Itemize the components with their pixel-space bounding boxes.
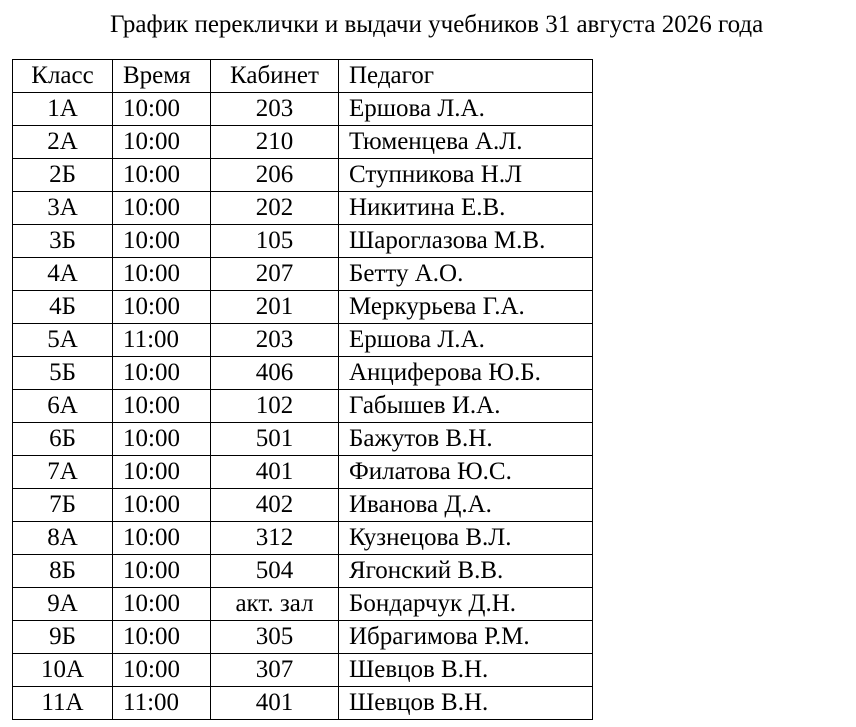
cell-time: 10:00 bbox=[113, 93, 211, 126]
cell-class: 4А bbox=[13, 258, 113, 291]
cell-class: 5А bbox=[13, 324, 113, 357]
cell-time: 11:00 bbox=[113, 687, 211, 720]
cell-teacher: Бетту А.О. bbox=[339, 258, 593, 291]
cell-teacher: Бондарчук Д.Н. bbox=[339, 588, 593, 621]
cell-teacher: Шароглазова М.В. bbox=[339, 225, 593, 258]
table-row bbox=[13, 489, 593, 522]
cell-room: 504 bbox=[211, 555, 339, 588]
table-row bbox=[13, 687, 593, 720]
cell-teacher: Меркурьева Г.А. bbox=[339, 291, 593, 324]
header-class: Класс bbox=[13, 60, 113, 93]
cell-room: 406 bbox=[211, 357, 339, 390]
cell-room: 210 bbox=[211, 126, 339, 159]
cell-time: 10:00 bbox=[113, 390, 211, 423]
cell-class: 3А bbox=[13, 192, 113, 225]
table-row bbox=[13, 621, 593, 654]
header-room: Кабинет bbox=[211, 60, 339, 93]
cell-class: 4Б bbox=[13, 291, 113, 324]
cell-class: 1А bbox=[13, 93, 113, 126]
table-row bbox=[13, 390, 593, 423]
table-row bbox=[13, 324, 593, 357]
cell-teacher: Бажутов В.Н. bbox=[339, 423, 593, 456]
cell-class: 2Б bbox=[13, 159, 113, 192]
cell-class: 8Б bbox=[13, 555, 113, 588]
header-teacher: Педагог bbox=[339, 60, 593, 93]
table-header bbox=[13, 60, 593, 93]
cell-time: 10:00 bbox=[113, 126, 211, 159]
cell-time: 10:00 bbox=[113, 489, 211, 522]
cell-time: 10:00 bbox=[113, 225, 211, 258]
cell-class: 9Б bbox=[13, 621, 113, 654]
cell-class: 11А bbox=[13, 687, 113, 720]
cell-class: 6Б bbox=[13, 423, 113, 456]
table-row bbox=[13, 93, 593, 126]
cell-teacher: Филатова Ю.С. bbox=[339, 456, 593, 489]
cell-teacher: Габышев И.А. bbox=[339, 390, 593, 423]
cell-teacher: Никитина Е.В. bbox=[339, 192, 593, 225]
cell-class: 10А bbox=[13, 654, 113, 687]
cell-teacher: Тюменцева А.Л. bbox=[339, 126, 593, 159]
cell-room: 203 bbox=[211, 93, 339, 126]
cell-room: 501 bbox=[211, 423, 339, 456]
cell-time: 10:00 bbox=[113, 291, 211, 324]
table-row bbox=[13, 357, 593, 390]
table-row bbox=[13, 588, 593, 621]
table-row bbox=[13, 423, 593, 456]
table-row bbox=[13, 456, 593, 489]
cell-teacher: Шевцов В.Н. bbox=[339, 687, 593, 720]
cell-class: 9А bbox=[13, 588, 113, 621]
cell-teacher: Кузнецова В.Л. bbox=[339, 522, 593, 555]
cell-time: 10:00 bbox=[113, 555, 211, 588]
cell-teacher: Иванова Д.А. bbox=[339, 489, 593, 522]
cell-teacher: Шевцов В.Н. bbox=[339, 654, 593, 687]
header-time: Время bbox=[113, 60, 211, 93]
table-row bbox=[13, 225, 593, 258]
cell-room: 207 bbox=[211, 258, 339, 291]
cell-class: 5Б bbox=[13, 357, 113, 390]
cell-time: 10:00 bbox=[113, 357, 211, 390]
cell-room: 102 bbox=[211, 390, 339, 423]
cell-time: 10:00 bbox=[113, 159, 211, 192]
cell-time: 10:00 bbox=[113, 588, 211, 621]
table-row bbox=[13, 654, 593, 687]
cell-room: 206 bbox=[211, 159, 339, 192]
cell-class: 7Б bbox=[13, 489, 113, 522]
cell-room: 401 bbox=[211, 456, 339, 489]
cell-room: 402 bbox=[211, 489, 339, 522]
cell-time: 10:00 bbox=[113, 621, 211, 654]
cell-time: 10:00 bbox=[113, 192, 211, 225]
cell-room: 401 bbox=[211, 687, 339, 720]
cell-room: 312 bbox=[211, 522, 339, 555]
cell-room: 305 bbox=[211, 621, 339, 654]
cell-room: 201 bbox=[211, 291, 339, 324]
table-row bbox=[13, 522, 593, 555]
table-body bbox=[13, 93, 593, 720]
table-row bbox=[13, 258, 593, 291]
cell-time: 10:00 bbox=[113, 522, 211, 555]
cell-class: 2А bbox=[13, 126, 113, 159]
cell-teacher: Ершова Л.А. bbox=[339, 324, 593, 357]
document-title: График переклички и выдачи учебников 31 августа 2026 года bbox=[110, 11, 764, 38]
cell-teacher: Ибрагимова Р.М. bbox=[339, 621, 593, 654]
cell-teacher: Анциферова Ю.Б. bbox=[339, 357, 593, 390]
cell-room: 202 bbox=[211, 192, 339, 225]
cell-class: 8А bbox=[13, 522, 113, 555]
schedule-table bbox=[12, 59, 593, 720]
cell-teacher: Ягонский В.В. bbox=[339, 555, 593, 588]
table-row bbox=[13, 192, 593, 225]
cell-room: 203 bbox=[211, 324, 339, 357]
table-row bbox=[13, 159, 593, 192]
cell-room: 105 bbox=[211, 225, 339, 258]
cell-teacher: Ступникова Н.Л bbox=[339, 159, 593, 192]
cell-time: 10:00 bbox=[113, 456, 211, 489]
header-row bbox=[13, 60, 593, 93]
cell-time: 10:00 bbox=[113, 423, 211, 456]
table-row bbox=[13, 126, 593, 159]
cell-class: 3Б bbox=[13, 225, 113, 258]
cell-class: 7А bbox=[13, 456, 113, 489]
table-row bbox=[13, 291, 593, 324]
cell-room: 307 bbox=[211, 654, 339, 687]
table-row bbox=[13, 555, 593, 588]
cell-time: 10:00 bbox=[113, 258, 211, 291]
cell-room: акт. зал bbox=[211, 588, 339, 621]
cell-time: 10:00 bbox=[113, 654, 211, 687]
cell-time: 11:00 bbox=[113, 324, 211, 357]
cell-class: 6А bbox=[13, 390, 113, 423]
cell-teacher: Ершова Л.А. bbox=[339, 93, 593, 126]
